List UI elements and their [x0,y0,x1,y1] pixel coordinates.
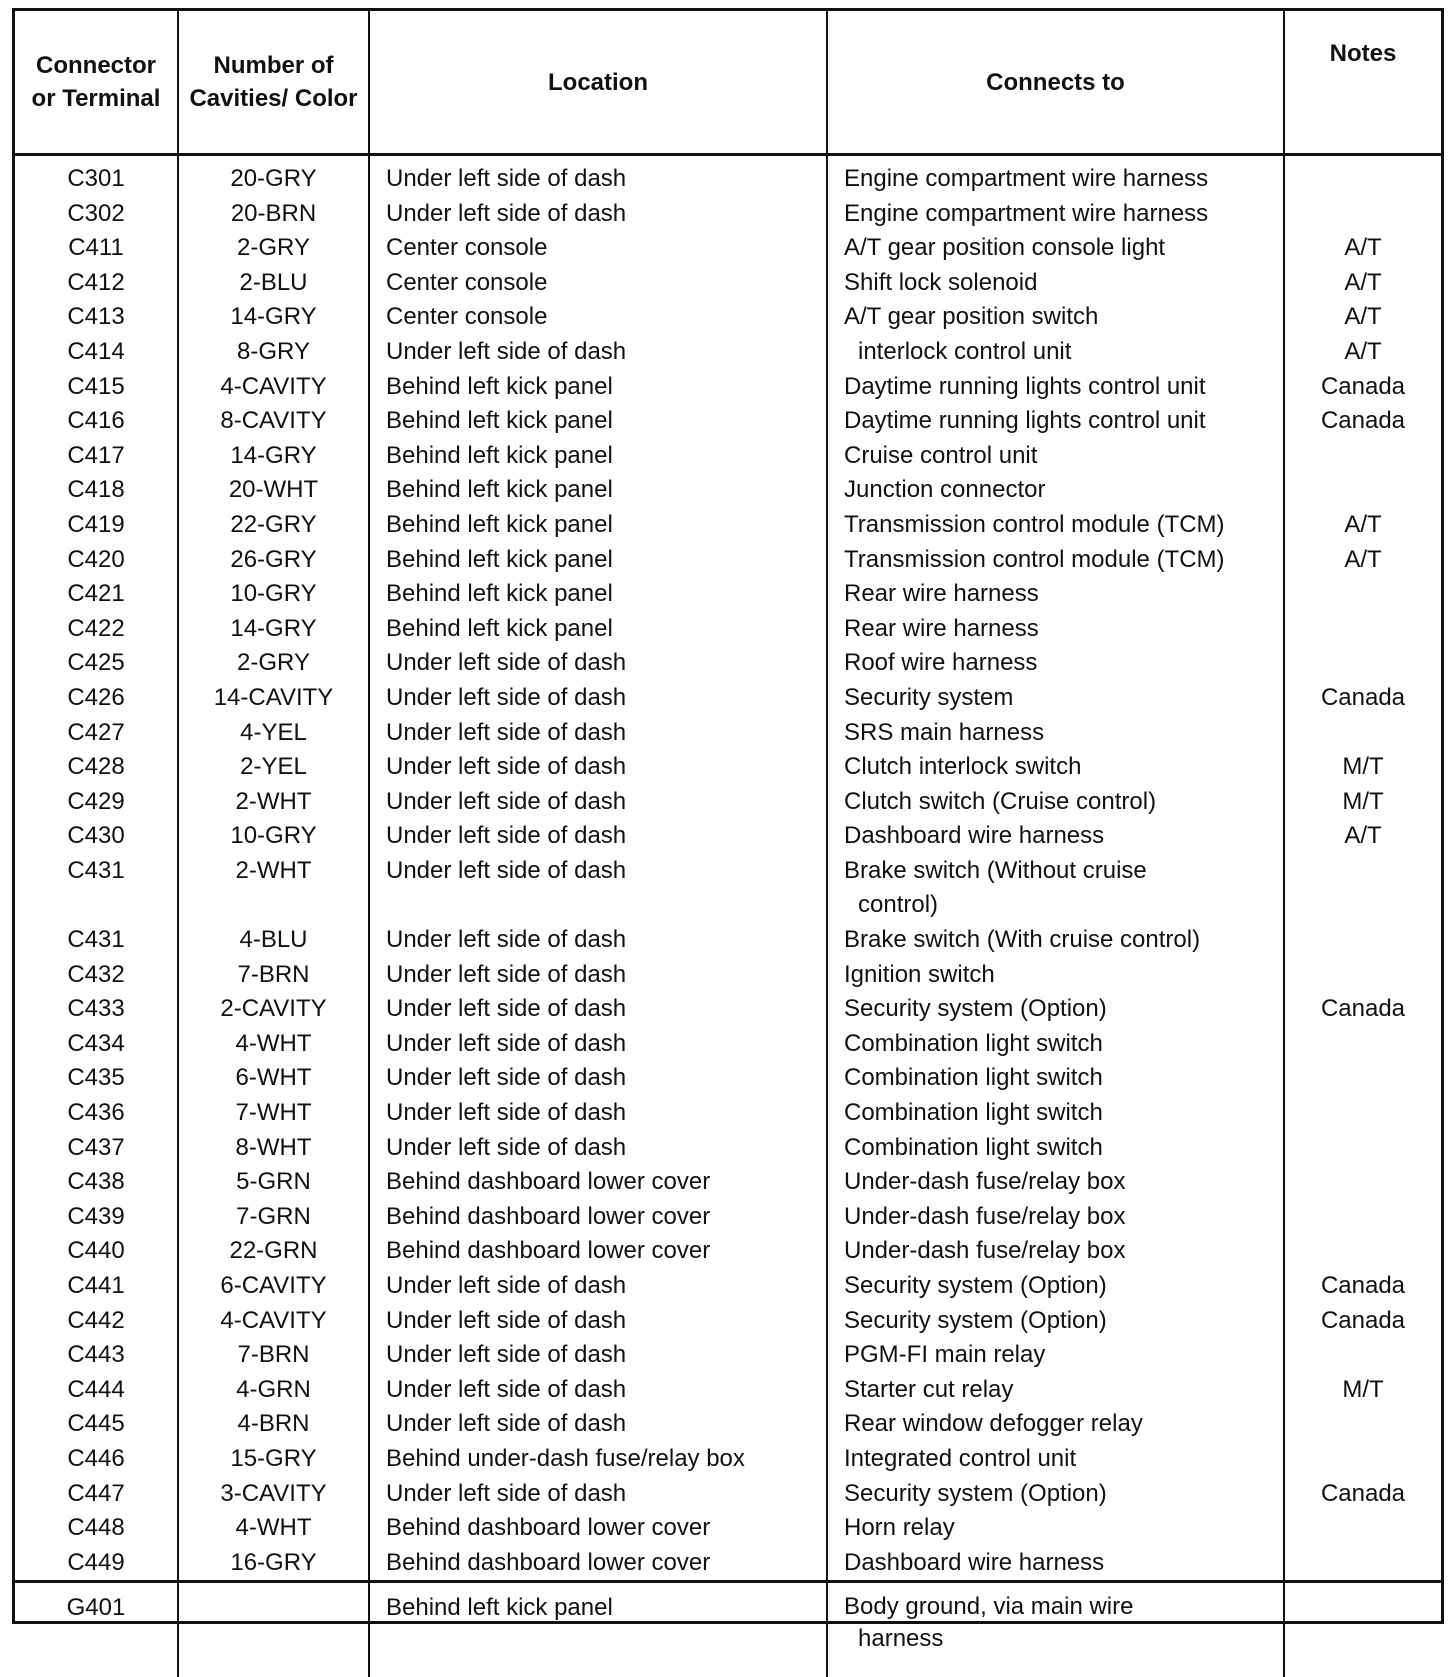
cell-notes [1285,958,1441,993]
cell-notes [1285,1096,1441,1131]
cell-connector: C425 [67,649,125,677]
cell-connector: C302 [67,199,125,227]
cell-cavities: 8-CAVITY [220,407,327,435]
cell-location: Center console [386,234,548,262]
cell-notes: A/T [1344,337,1382,365]
cell-connects-to: Combination light switch [844,1029,1103,1057]
cell-connects-to: PGM-FI main relay [844,1341,1046,1369]
cell-connector: C440 [67,1237,125,1265]
cell-notes [1285,612,1441,647]
cell-notes [1285,1442,1441,1477]
cell-notes [1285,1061,1441,1096]
cell-connector: C301 [67,165,125,192]
cell-cavities: 10-GRY [230,822,317,850]
connector-table-sheet [12,8,1444,1653]
cavities-column [178,155,369,1582]
header-connects-to: Connects to [827,11,1284,155]
cell-cavities: 2-WHT [235,856,312,884]
cell-notes [1285,716,1441,751]
cell-connector: C421 [67,580,125,608]
cell-cavities: 2-CAVITY [220,995,327,1023]
ground-notes [1284,1582,1441,1677]
cell-cavities: 20-BRN [230,199,317,227]
header-location: Location [369,11,827,155]
cell-location: Under left side of dash [386,1133,627,1161]
cell-cavities: 14-GRY [230,441,317,469]
cell-connects-to: Rear wire harness [844,580,1039,608]
cell-cavities: 22-GRN [229,1237,318,1265]
cell-connector: C430 [67,822,125,850]
cell-location: Behind left kick panel [386,441,613,469]
cell-connects-to: Engine compartment wire harness [844,165,1209,192]
location-column [369,155,827,1582]
cell-cavities: 3-CAVITY [220,1479,327,1507]
cell-connector: C426 [67,683,125,711]
cell-notes [1285,1511,1441,1546]
cell-cavities: 5-GRN [236,1168,311,1196]
cell-location: Under left side of dash [386,822,627,850]
cell-notes: A/T [1344,234,1382,262]
cell-connector: C447 [67,1479,125,1507]
cell-connector: C449 [67,1548,125,1576]
cell-location: Under left side of dash [386,926,627,954]
cell-notes: A/T [1344,268,1382,296]
connector-column [15,155,178,1582]
cell-connects-to: Combination light switch [844,1064,1103,1092]
cell-notes: M/T [1342,753,1384,781]
ground-connects-to-line1: Body ground, via main wire [844,1593,1134,1621]
cell-connects-to: Security system (Option) [844,1479,1107,1507]
cell-cavities: 6-CAVITY [220,1272,327,1299]
cell-location: Under left side of dash [386,683,627,711]
cell-notes: A/T [1344,545,1382,573]
cell-connects-to: Clutch interlock switch [844,753,1082,781]
cell-cavities: 4-GRN [236,1375,311,1403]
ground-connects-to [827,1582,1284,1677]
cell-cavities: 7-WHT [235,1099,312,1127]
cell-connects-to [828,854,1283,923]
cell-cavities: 14-CAVITY [213,683,334,711]
cell-location: Behind left kick panel [386,580,613,608]
cell-connector: C435 [67,1064,125,1092]
cell-notes [1285,162,1441,197]
cell-connector: C413 [67,303,125,331]
cell-connects-to: Engine compartment wire harness [844,199,1209,227]
cell-connector: C443 [67,1341,125,1369]
cell-notes [1285,1407,1441,1442]
cell-location: Under left side of dash [386,1479,627,1507]
cell-cavities: 4-CAVITY [220,1306,327,1334]
cell-location: Behind dashboard lower cover [386,1168,711,1196]
cell-cavities: 4-BRN [237,1410,310,1438]
cell-cavities: 2-GRY [237,234,310,262]
cell-connector: C417 [67,441,125,469]
cell-connector: C427 [67,718,125,746]
cell-cavities: 14-GRY [230,614,317,642]
cell-notes: Canada [1320,1272,1406,1299]
cell-connects-to: Roof wire harness [844,649,1038,677]
cell-connects-to: Security system (Option) [844,1272,1107,1299]
cell-notes [1285,1131,1441,1166]
cell-connects-to: Transmission control module (TCM) [844,510,1225,538]
cell-connects-to-line2: control) [858,890,939,918]
cell-location: Under left side of dash [386,1099,627,1127]
cell-connects-to: Dashboard wire harness [844,1548,1105,1576]
cell-location: Under left side of dash [386,649,627,677]
cell-notes: A/T [1344,822,1382,850]
cell-connects-to: Junction connector [844,476,1046,504]
cell-location: Under left side of dash [386,1029,627,1057]
ground-connector: G401 [15,1582,178,1677]
header-cavities: Number of Cavities/ Color [178,11,369,155]
notes-column [1284,155,1441,1582]
cell-location: Under left side of dash [386,787,627,815]
header-notes: Notes [1284,11,1441,155]
cell-notes [1285,1027,1441,1062]
ground-location: Behind left kick panel [369,1582,827,1677]
cell-connector: C419 [67,510,125,538]
cell-location: Behind dashboard lower cover [386,1514,711,1542]
cell-location: Behind left kick panel [386,614,613,642]
ground-row-group [15,1582,1441,1677]
cell-notes: M/T [1342,1375,1384,1403]
cell-connects-to: Under-dash fuse/relay box [844,1202,1126,1230]
cell-notes: Canada [1320,683,1406,711]
cell-connects-to: Ignition switch [844,960,995,988]
header-connector: Connector or Terminal [15,11,178,155]
cell-cavities: 2-BLU [239,268,308,296]
cell-connector: C433 [67,995,125,1023]
cell-connector: C442 [67,1306,125,1334]
cell-notes [1285,646,1441,681]
cell-location: Behind left kick panel [386,545,613,573]
cell-connects-to: Security system [844,683,1014,711]
cell-location: Under left side of dash [386,1064,627,1092]
cell-location: Under left side of dash [386,753,627,781]
cell-notes: Canada [1320,1306,1406,1334]
cell-connector: C422 [67,614,125,642]
cell-cavities: 8-WHT [235,1133,312,1161]
cell-connects-to: Integrated control unit [844,1444,1077,1472]
cell-connector: C412 [67,268,125,296]
cell-notes: Canada [1320,1479,1406,1507]
cell-connector: C420 [67,545,125,573]
cell-connects-to: interlock control unit [858,337,1072,365]
cell-location: Under left side of dash [386,165,627,192]
cell-notes: Canada [1320,995,1406,1023]
cell-cavities: 2-GRY [237,649,310,677]
cell-cavities: 26-GRY [230,545,317,573]
connector-rows [15,155,1441,1582]
cell-connects-to: A/T gear position console light [844,234,1166,262]
cell-notes [1285,197,1441,232]
cell-connects-to: Horn relay [844,1514,955,1542]
cell-notes: A/T [1344,303,1382,331]
cell-cavities: 4-CAVITY [220,372,327,400]
cell-notes [1285,1234,1441,1269]
cell-connects-to: Daytime running lights control unit [844,372,1206,400]
cell-cavities: 14-GRY [230,303,317,331]
cell-location: Under left side of dash [386,1341,627,1369]
cell-location: Behind dashboard lower cover [386,1202,711,1230]
cell-location: Under left side of dash [386,337,627,365]
cell-connects-to: SRS main harness [844,718,1045,746]
cell-location: Under left side of dash [386,1272,627,1299]
cell-connects-to: Under-dash fuse/relay box [844,1168,1126,1196]
cell-cavities: 8-GRY [237,337,310,365]
cell-cavities: 7-BRN [237,960,310,988]
cell-notes [1285,473,1441,508]
cell-cavities: 4-YEL [240,718,307,746]
cell-connects-to: Security system (Option) [844,995,1107,1023]
cell-cavities: 16-GRY [230,1548,317,1576]
cell-location: Behind left kick panel [386,372,613,400]
cell-location: Under left side of dash [386,1410,627,1438]
ground-cavities [178,1582,369,1677]
cell-location: Behind dashboard lower cover [386,1548,711,1576]
cell-location: Under left side of dash [386,1375,627,1403]
cell-cavities: 10-GRY [230,580,317,608]
cell-notes [1285,1200,1441,1235]
cell-notes [1285,577,1441,612]
cell-cavities: 6-WHT [235,1064,312,1092]
cell-location: Under left side of dash [386,1306,627,1334]
cell-connects-to: Rear window defogger relay [844,1410,1143,1438]
cell-location: Behind left kick panel [386,407,613,435]
cell-location: Under left side of dash [386,856,627,884]
cell-cavities: 20-WHT [228,476,319,504]
cell-connector: C416 [67,407,125,435]
cell-connector: C429 [67,787,125,815]
cell-connects-to: Dashboard wire harness [844,822,1105,850]
cell-connector: C428 [67,753,125,781]
cell-connector: C446 [67,1444,125,1472]
cell-connects-to: Rear wire harness [844,614,1039,642]
cell-connects-to: Security system (Option) [844,1306,1107,1334]
ground-row [15,1582,1441,1677]
cell-location: Behind left kick panel [386,510,613,538]
cell-notes [1285,854,1441,923]
cell-location: Behind under-dash fuse/relay box [386,1444,745,1472]
cell-notes: A/T [1344,510,1382,538]
cell-cavities: 2-WHT [235,787,312,815]
cell-connector: C411 [68,234,124,262]
cell-location: Center console [386,268,548,296]
cell-connector: C441 [67,1272,125,1299]
cell-notes [1285,439,1441,474]
cell-connector: C431 [67,926,125,954]
cell-connector: C439 [67,1202,125,1230]
cell-connector: C432 [67,960,125,988]
cell-notes: M/T [1342,787,1384,815]
cell-location: Under left side of dash [386,960,627,988]
cell-notes [1285,1338,1441,1373]
cell-cavities: 7-GRN [236,1202,311,1230]
header-row [15,11,1441,155]
cell-connects-to: Under-dash fuse/relay box [844,1237,1126,1265]
cell-connector: C434 [67,1029,125,1057]
cell-connects-to: Brake switch (With cruise control) [844,926,1201,954]
cell-connects-to: Combination light switch [844,1099,1103,1127]
cell-connector: C437 [67,1133,125,1161]
cell-connector: C448 [67,1514,125,1542]
cell-notes: Canada [1320,407,1406,435]
cell-location: Behind left kick panel [386,476,613,504]
cell-connects-to: Cruise control unit [844,441,1038,469]
cell-connects-to: Combination light switch [844,1133,1103,1161]
connects-to-column [827,155,1284,1582]
cell-notes: Canada [1320,372,1406,400]
cell-connector: C418 [67,476,125,504]
cell-cavities: 2-YEL [240,753,307,781]
cell-location: Under left side of dash [386,199,627,227]
cell-cavities: 15-GRY [230,1444,317,1472]
cell-connector: C438 [67,1168,125,1196]
cell-cavities: 22-GRY [230,510,317,538]
connector-table [15,11,1441,1677]
cell-connects-to: Clutch switch (Cruise control) [844,787,1157,815]
cell-connects-to-line1: Brake switch (Without cruise [844,856,1147,884]
cell-connects-to: Transmission control module (TCM) [844,545,1225,573]
cell-connector: C415 [67,372,125,400]
cell-connects-to: Starter cut relay [844,1375,1014,1403]
cell-location: Behind dashboard lower cover [386,1237,711,1265]
cell-notes [1285,1546,1441,1581]
cell-connector: C431 [67,856,125,884]
ground-connects-to-line2: harness [858,1625,944,1653]
cell-connector: C414 [67,337,125,365]
cell-connects-to: Shift lock solenoid [844,268,1038,296]
cell-location: Center console [386,303,548,331]
cell-notes [1285,1165,1441,1200]
cell-cavities: 4-BLU [239,926,308,954]
cell-cavities: 4-WHT [235,1514,312,1542]
cell-cavities: 20-GRY [230,165,317,192]
cell-connector: C436 [67,1099,125,1127]
cell-cavities: 7-BRN [237,1341,310,1369]
cell-connector: C445 [67,1410,125,1438]
cell-location: Under left side of dash [386,718,627,746]
cell-connects-to: A/T gear position switch [844,303,1099,331]
cell-location: Under left side of dash [386,995,627,1023]
cell-connects-to: Daytime running lights control unit [844,407,1206,435]
cell-cavities: 4-WHT [235,1029,312,1057]
cell-connector: C444 [67,1375,125,1403]
cell-notes [1285,923,1441,958]
